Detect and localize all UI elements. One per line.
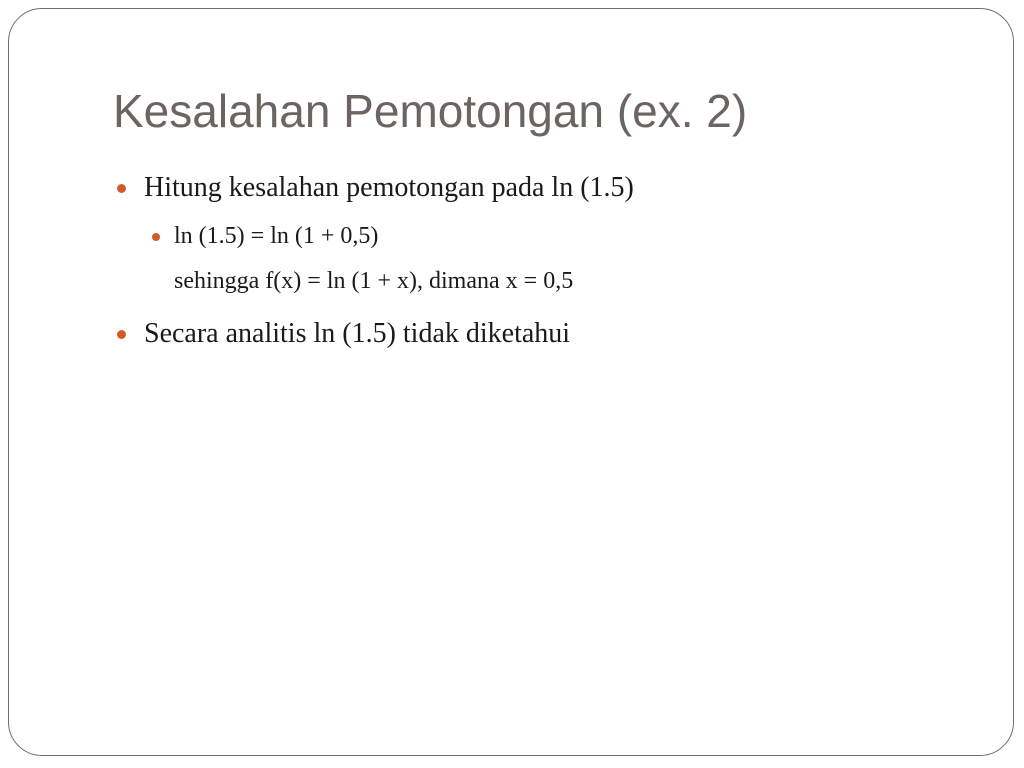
slide-title: Kesalahan Pemotongan (ex. 2) bbox=[113, 85, 748, 137]
bullet-text: Hitung kesalahan pemotongan pada ln (1.5) bbox=[144, 172, 634, 203]
sub-bullet-continuation-text: sehingga f(x) = ln (1 + x), dimana x = 0,5 bbox=[174, 268, 574, 294]
sub-bullet-continuation bbox=[174, 268, 573, 295]
bullet-item-2 bbox=[117, 318, 570, 350]
bullet-item-1 bbox=[117, 172, 634, 204]
bullet-dot-icon bbox=[117, 184, 126, 193]
sub-bullet-dot-icon bbox=[152, 233, 160, 241]
bullet-text: Secara analitis ln (1.5) tidak diketahui bbox=[144, 318, 571, 349]
bullet-dot-icon bbox=[117, 330, 126, 339]
sub-bullet-text: ln (1.5) = ln (1 + 0,5) bbox=[174, 223, 379, 249]
sub-bullet-item-1 bbox=[152, 223, 378, 250]
